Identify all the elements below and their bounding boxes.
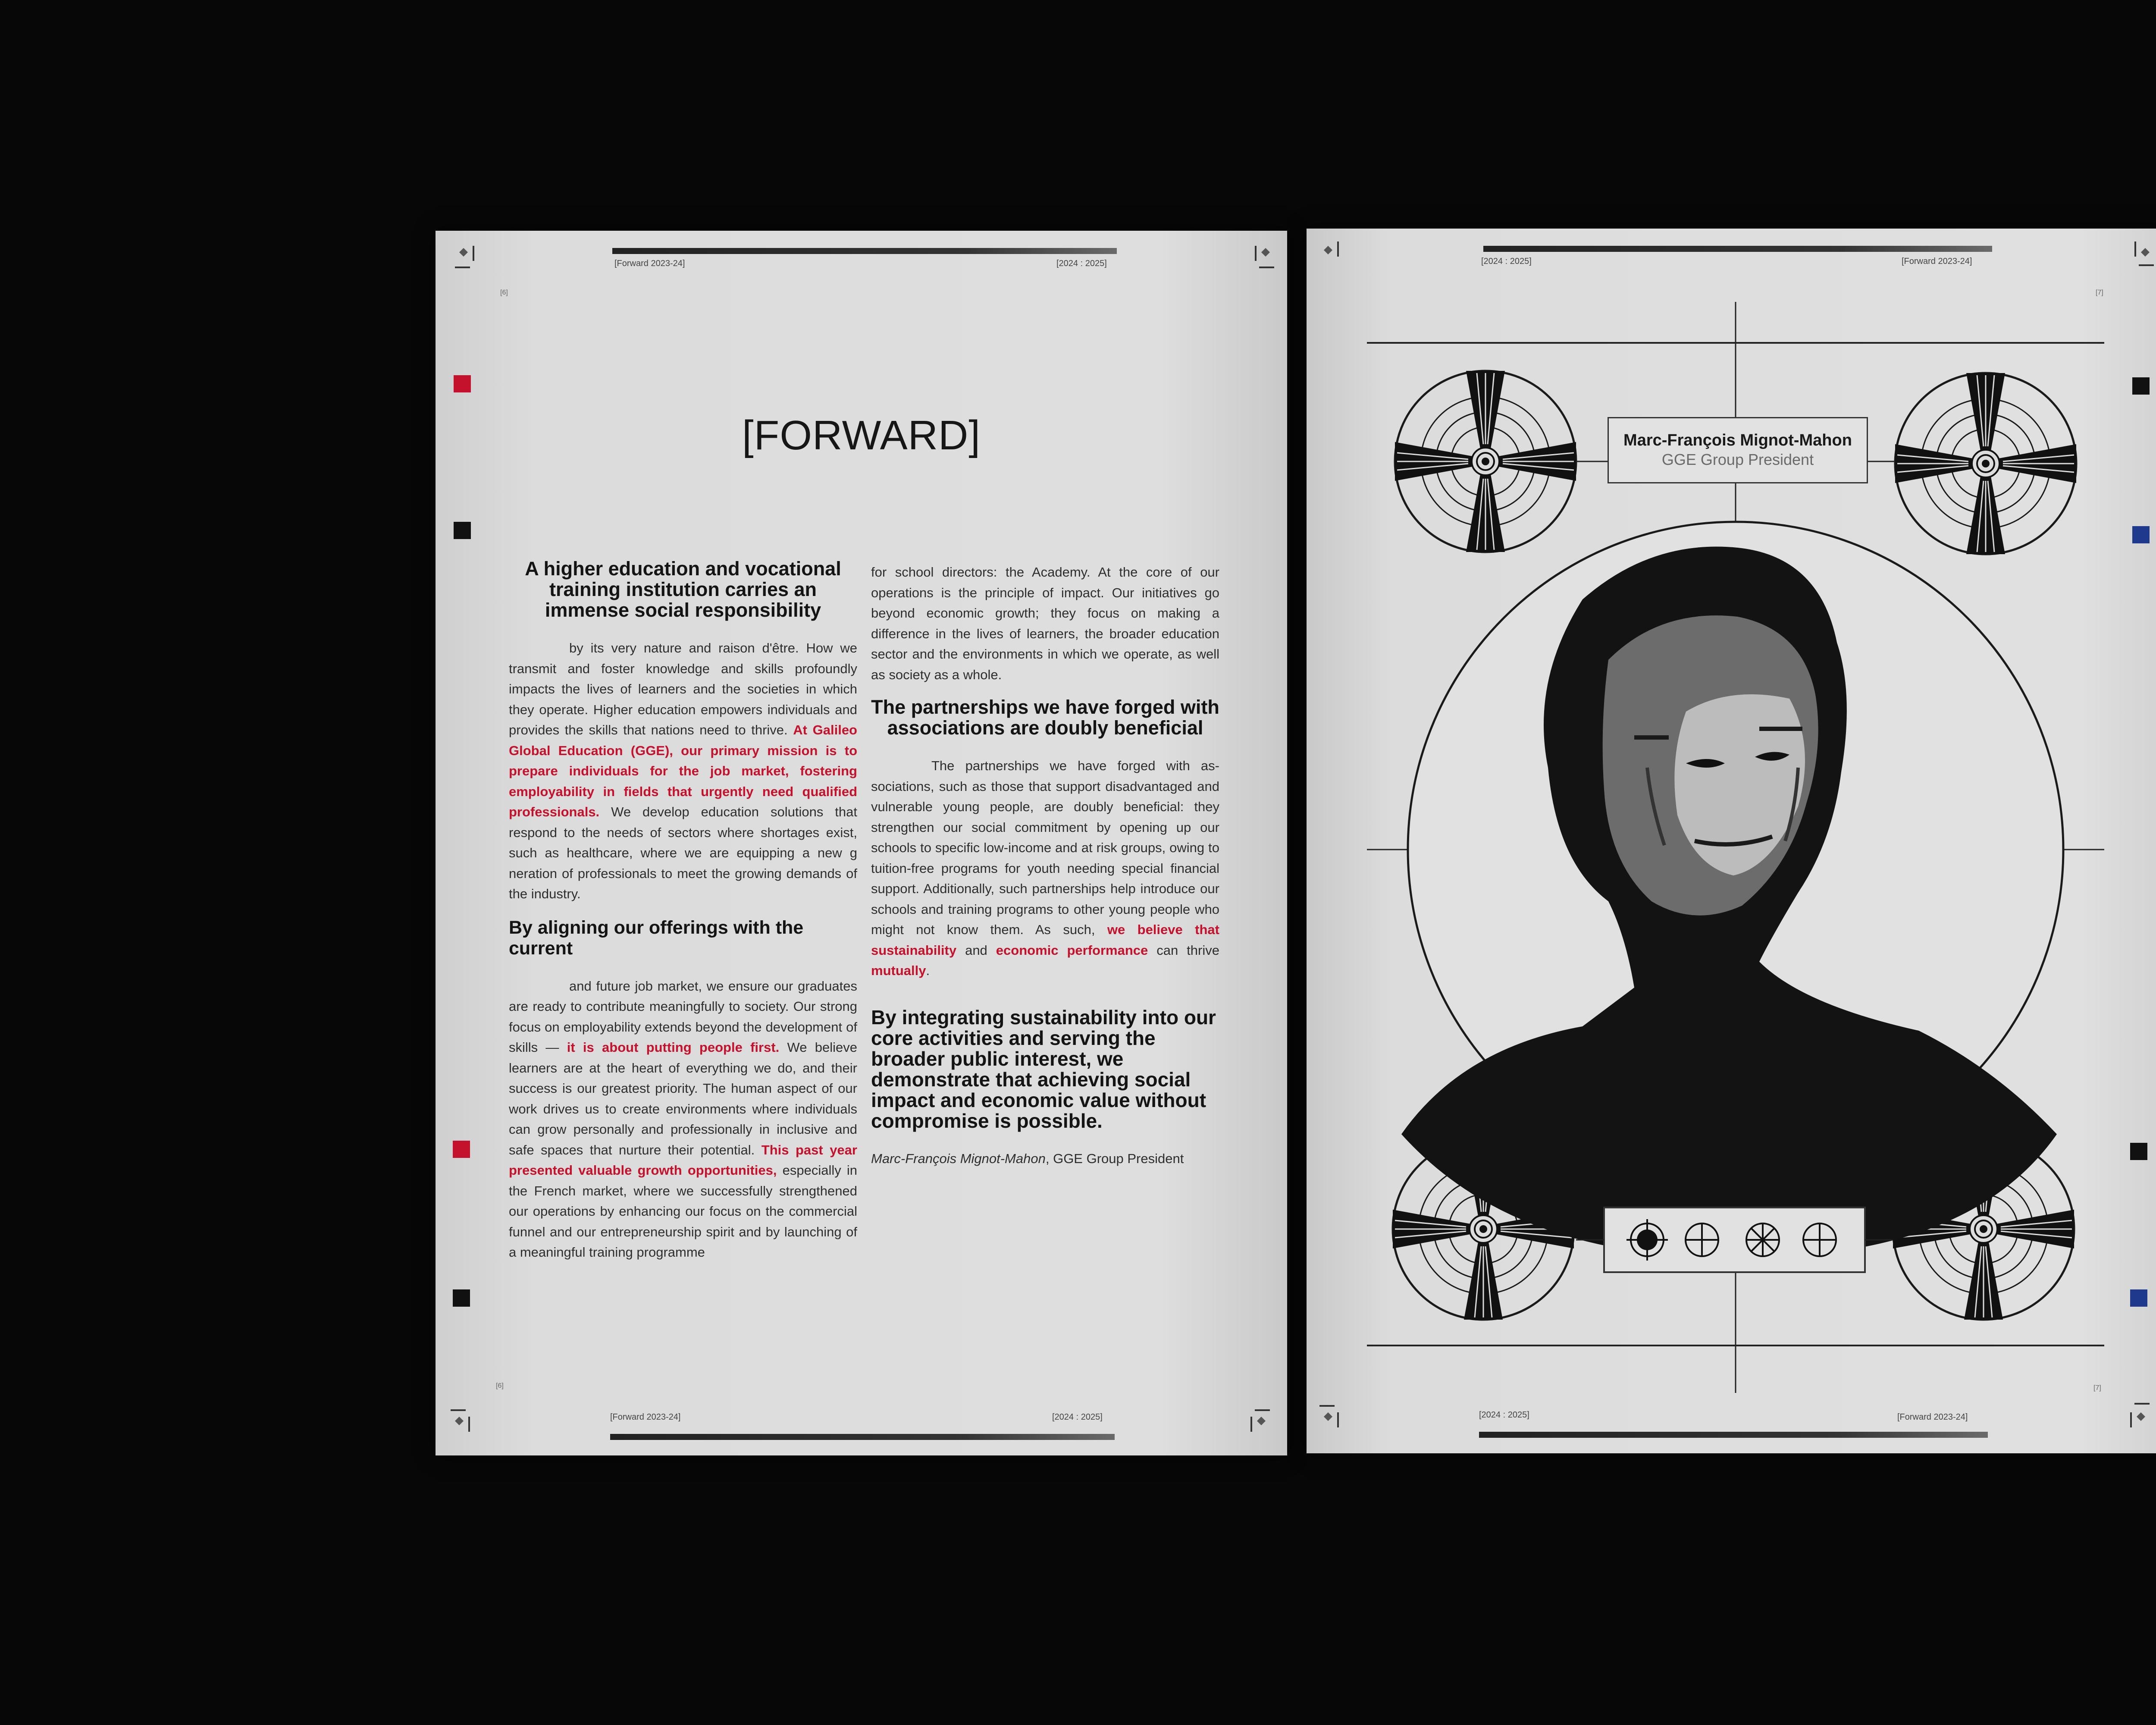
header-bar [612, 248, 1117, 254]
president-role: GGE Group President [1661, 451, 1814, 468]
header-right-label: [Forward 2023-24] [1902, 257, 1972, 266]
page-marker: [7] [2096, 289, 2103, 296]
color-swatch-black [453, 1289, 470, 1307]
footer-bar [1479, 1432, 1988, 1438]
signature [871, 1148, 1219, 1169]
test-pattern-artwork [1307, 229, 2156, 1453]
footer-left-label: [2024 : 2025] [1479, 1410, 1529, 1420]
left-page [436, 231, 1287, 1455]
registration-mark-icon [453, 244, 483, 274]
paragraph-academy: for school directors: the Academy. At the core of our operations is the principle of impact. Our initiatives go beyond economic growth; they focus on making a difference in the lives of learners, the broader education sector and the environments in which we operate, as well as society as a whole. [871, 565, 1219, 682]
crosshair-icon [1686, 1223, 1718, 1256]
color-swatch-red [453, 1141, 470, 1158]
color-swatch-red [454, 375, 471, 392]
signature-role: , GGE Group President [1045, 1151, 1184, 1166]
text-column-2 [871, 562, 1219, 1169]
paragraph-partnerships: The partnerships we have forged with as-sociations, such as those that support disadvantaged and vulnerable young people, are doubly beneficial: they strengthen our social commitment by opening up our schools to specific low-income and at risk groups, owing to tuition-free programs for youth needing special financial support. Additionally, such partnerships help introduce our schools and training programs to other young people who might not know them. As such, we believe that sustainability and economic performance can thrive mutually. [871, 758, 1219, 978]
heading-partnerships: The partnerships we have forged with associations are doubly beneficial [871, 696, 1219, 739]
paragraph-employability: and future job market, we ensure our graduates are ready to contribute meaningfully to society. Our strong focus on employability extends beyond the development of skills — it is about putting people first. We believe learners are at the heart of everything we do, and their success is our greatest priority. The human aspect of our work drives us to create environments where individuals can grow personally and professionally in inclusive and safe spaces that nurture their potential. This past year presented valuable growth opportunities, especially in the French market, where we successfully strengthened our operations by enhancing our focus on the commercial funnel and our entrepreneurship spirit and by launching of a meaningful training programme [509, 978, 858, 1260]
heading-social-responsibility: A higher education and vocational training institution carries an immense social responsibility [525, 558, 841, 621]
registration-mark-icon [1246, 244, 1276, 274]
heading-aligning-offerings: By aligning our offerings with the current [509, 917, 804, 959]
header-right-label: [2024 : 2025] [1056, 259, 1107, 268]
heading-sustainability: By integrating sustainability into our core activities and serving the broader public interest, we demonstrate that achieving social impact and economic value without compromise is possible. [871, 1006, 1216, 1132]
signature-name: Marc-François Mignot-Mahon [871, 1151, 1046, 1166]
footer-right-label: [2024 : 2025] [1052, 1412, 1103, 1422]
color-swatch-black [454, 522, 471, 539]
paragraph-mission: by its very nature and raison d'être. How we transmit and foster knowledge and skills profoundly impacts the lives of learners and the societies in which they operate. Higher education empowers individuals and provides the skills that nations need to thrive. At Galileo Global Education (GGE), our primary mission is to prepare individuals for the job market, fostering employability in fields that urgently need qualified professionals. We develop education solutions that respond to the needs of sectors where shortages exist, such as healthcare, where we are equipping a new g neration of professionals to meet the growing demands of the industry. [509, 640, 858, 901]
header-left-label: [Forward 2023-24] [614, 259, 685, 268]
page-marker: [6] [500, 289, 508, 296]
right-page [1307, 229, 2156, 1453]
asterisk-circle-icon [1746, 1223, 1779, 1256]
header-left-label: [2024 : 2025] [1481, 257, 1532, 266]
registration-mark-icon [448, 1404, 479, 1434]
footer-page-marker: [6] [496, 1382, 504, 1389]
reel-icon [1395, 371, 1576, 552]
reel-icon [1895, 373, 2076, 554]
name-plate [1608, 417, 1868, 483]
footer-right-label: [Forward 2023-24] [1897, 1412, 1968, 1422]
text-column-1 [509, 558, 857, 1263]
footer-bar [610, 1434, 1115, 1440]
crosshair-icon [1803, 1223, 1836, 1256]
president-name: Marc-François Mignot-Mahon [1623, 431, 1852, 449]
footer-left-label: [Forward 2023-24] [610, 1412, 681, 1422]
registration-mark-icon [1242, 1404, 1272, 1434]
footer-page-marker: [7] [2093, 1384, 2101, 1392]
page-title: [FORWARD] [742, 412, 981, 458]
